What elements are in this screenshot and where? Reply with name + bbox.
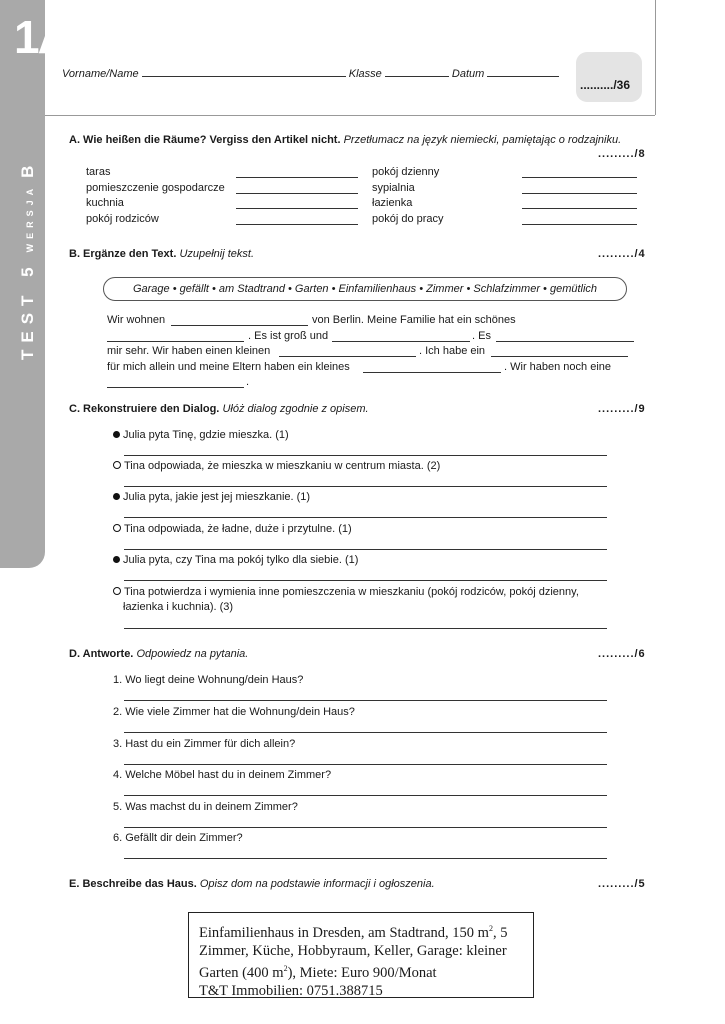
section-a-points[interactable]: ........./8 <box>598 148 646 160</box>
dialog-item <box>113 429 289 441</box>
ad-line-4: T&T Immobilien: 0751.388715 <box>199 982 383 999</box>
ad-line-1 <box>199 920 523 942</box>
vocab-item: kuchnia <box>86 197 124 209</box>
gap-line[interactable] <box>107 387 244 388</box>
answer-line[interactable] <box>522 224 637 225</box>
dialog-item <box>113 460 440 472</box>
side-label <box>18 166 38 360</box>
answer-line[interactable] <box>236 224 358 225</box>
section-a-heading <box>69 134 621 146</box>
answer-line[interactable] <box>124 517 607 518</box>
section-b-heading <box>69 248 254 260</box>
class-field[interactable] <box>385 66 449 77</box>
question: 6. Gefällt dir dein Zimmer? <box>113 832 243 844</box>
dialog-text-continued: łazienka i kuchnia). (3) <box>123 601 234 613</box>
dialog-item <box>113 523 352 535</box>
answer-line[interactable] <box>124 580 607 581</box>
answer-line[interactable] <box>124 455 607 456</box>
vocab-item: łazienka <box>372 197 413 209</box>
section-c-points[interactable]: ........./9 <box>598 403 646 415</box>
answer-line[interactable] <box>236 208 358 209</box>
section-d-title: D. Antworte. <box>69 648 134 660</box>
word-bank: Garage • gefällt • am Stadtrand • Garten • Einfamilienhaus • Zimmer • Schlafzimmer • gemütlich <box>103 277 627 301</box>
question: 2. Wie viele Zimmer hat die Wohnung/dein Haus? <box>113 706 355 718</box>
question: 1. Wo liegt deine Wohnung/dein Haus? <box>113 674 304 686</box>
gap-line[interactable] <box>491 356 628 357</box>
section-b-title: B. Ergänze den Text. <box>69 248 177 260</box>
vocab-item: sypialnia <box>372 182 415 194</box>
vocab-item: pomieszczenie gospodarcze <box>86 182 225 194</box>
answer-line[interactable] <box>124 764 607 765</box>
vocab-item: pokój rodziców <box>86 213 159 225</box>
answer-line[interactable] <box>124 628 607 629</box>
dialog-item <box>113 491 310 503</box>
dialog-item <box>113 586 579 598</box>
dialog-text: Julia pyta Tinę, gdzie mieszka. (1) <box>123 429 289 441</box>
answer-line[interactable] <box>124 486 607 487</box>
test-code: 1A <box>14 11 69 63</box>
answer-line[interactable] <box>522 177 637 178</box>
name-label: Vorname/Name <box>62 68 139 80</box>
question: 3. Hast du ein Zimmer für dich allein? <box>113 738 296 750</box>
cloze-text: . Ich habe ein <box>419 345 486 357</box>
ad-text: ), Miete: Euro 900/Monat <box>287 964 437 981</box>
ad-text: , 5 <box>492 924 508 941</box>
section-d-points[interactable]: ........./6 <box>598 648 646 660</box>
section-c-instruction: Ułóż dialog zgodnie z opisem. <box>222 403 369 415</box>
section-c-heading <box>69 403 369 415</box>
date-label: Datum <box>451 68 485 80</box>
ad-superscript: 2 <box>488 924 493 933</box>
cloze-text: . Es <box>472 330 491 342</box>
answer-line[interactable] <box>236 193 358 194</box>
side-version-letter: B <box>18 165 37 178</box>
cloze-text: mir sehr. Wir haben einen kleinen <box>107 345 271 357</box>
answer-line[interactable] <box>124 827 607 828</box>
speaker-julia-marker <box>113 556 120 563</box>
gap-line[interactable] <box>171 325 308 326</box>
dialog-item <box>113 554 358 566</box>
section-d-instruction: Odpowiedz na pytania. <box>136 648 249 660</box>
side-test-label: TEST 5 <box>18 260 37 360</box>
class-label: Klasse <box>348 68 382 80</box>
side-version-word: WERSJA <box>25 183 35 253</box>
section-e-title: E. Beschreibe das Haus. <box>69 878 197 890</box>
vocab-item: pokój dzienny <box>372 166 440 178</box>
speaker-julia-marker <box>113 493 120 500</box>
ad-text: Einfamilienhaus in Dresden, am Stadtrand, 150 m <box>199 924 489 941</box>
section-b-instruction: Uzupełnij tekst. <box>179 248 255 260</box>
total-score[interactable]: ........../36 <box>580 78 631 92</box>
student-info-row <box>62 66 559 80</box>
dialog-text: Tina odpowiada, że ładne, duże i przytulne. (1) <box>124 523 352 535</box>
cloze-text: . Es ist groß und <box>248 330 329 342</box>
cloze-text: . <box>246 376 250 388</box>
ad-line-2: Zimmer, Küche, Hobbyraum, Keller, Garage: kleiner <box>199 942 507 959</box>
dialog-text: Julia pyta, czy Tina ma pokój tylko dla siebie. (1) <box>123 554 359 566</box>
answer-line[interactable] <box>124 732 607 733</box>
question: 5. Was machst du in deinem Zimmer? <box>113 801 298 813</box>
answer-line[interactable] <box>124 700 607 701</box>
section-b-points[interactable]: ........./4 <box>598 248 646 260</box>
gap-line[interactable] <box>107 341 244 342</box>
cloze-text: . Wir haben noch eine <box>504 361 612 373</box>
dialog-text: Julia pyta, jakie jest jej mieszkanie. (1) <box>123 491 311 503</box>
gap-line[interactable] <box>363 372 501 373</box>
section-a-instruction: Przetłumacz na język niemiecki, pamiętając o rodzajniku. <box>343 134 622 146</box>
cloze-text: für mich allein und meine Eltern haben ein kleines <box>107 361 350 373</box>
dialog-text: Tina odpowiada, że mieszka w mieszkaniu w centrum miasta. (2) <box>124 460 441 472</box>
header-vertical-divider <box>655 0 656 115</box>
name-field[interactable] <box>142 66 346 77</box>
ad-text: Garten (400 m <box>199 964 284 981</box>
vocab-item: pokój do pracy <box>372 213 444 225</box>
score-box <box>576 52 642 102</box>
speaker-julia-marker <box>113 431 120 438</box>
section-e-heading <box>69 878 435 890</box>
ad-line-3 <box>199 960 523 982</box>
cloze-text: Wir wohnen <box>107 314 166 326</box>
dialog-text: Tina potwierdza i wymienia inne pomieszczenia w mieszkaniu (pokój rodziców, pokój dzienny, <box>124 586 579 598</box>
speaker-tina-marker <box>113 524 121 532</box>
section-e-instruction: Opisz dom na podstawie informacji i ogłoszenia. <box>199 878 435 890</box>
cloze-text: von Berlin. Meine Familie hat ein schönes <box>312 314 516 326</box>
section-e-points[interactable]: ........./5 <box>598 878 646 890</box>
answer-line[interactable] <box>124 795 607 796</box>
ad-superscript: 2 <box>283 963 288 973</box>
answer-line[interactable] <box>522 208 637 209</box>
section-a-title: A. Wie heißen die Räume? Vergiss den Artikel nicht. <box>69 134 341 146</box>
section-c-title: C. Rekonstruiere den Dialog. <box>69 403 220 415</box>
vocab-item: taras <box>86 166 111 178</box>
house-advertisement <box>188 912 534 998</box>
answer-line[interactable] <box>124 549 607 550</box>
header-divider <box>45 115 655 116</box>
question: 4. Welche Möbel hast du in deinem Zimmer? <box>113 769 332 781</box>
gap-line[interactable] <box>496 341 634 342</box>
gap-line[interactable] <box>279 356 416 357</box>
speaker-tina-marker <box>113 587 121 595</box>
gap-line[interactable] <box>332 341 470 342</box>
section-d-heading <box>69 648 248 660</box>
answer-line[interactable] <box>124 858 607 859</box>
speaker-tina-marker <box>113 461 121 469</box>
date-field[interactable] <box>487 66 559 77</box>
answer-line[interactable] <box>236 177 358 178</box>
answer-line[interactable] <box>522 193 637 194</box>
